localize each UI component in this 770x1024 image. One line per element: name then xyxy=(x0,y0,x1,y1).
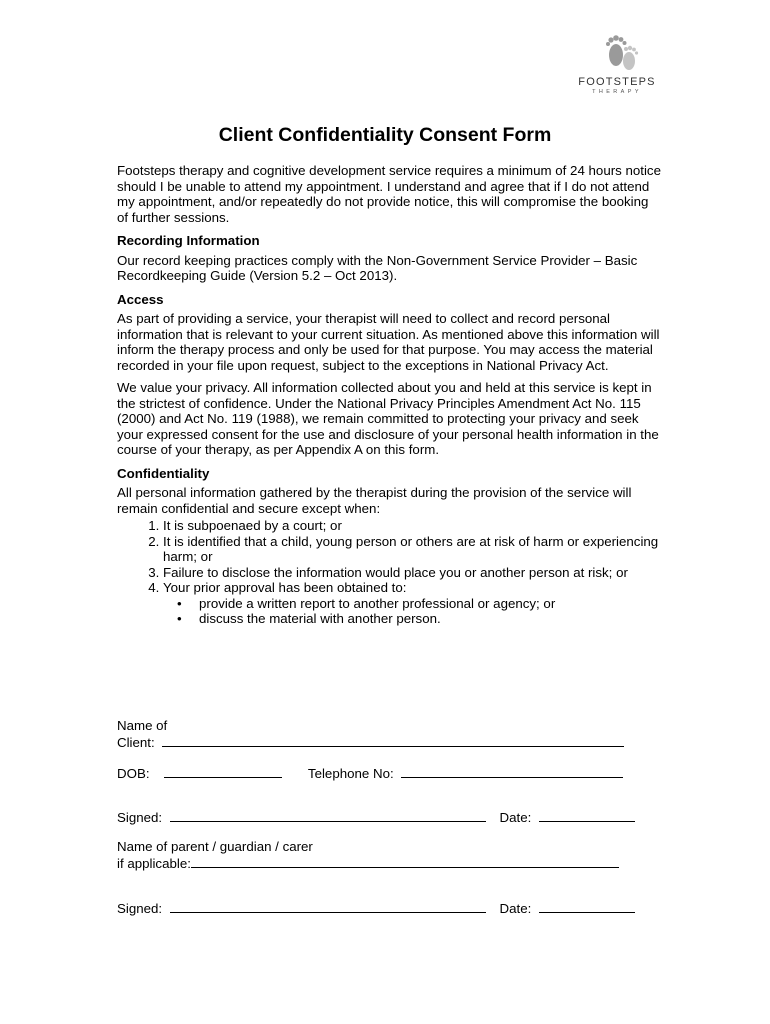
confidentiality-heading: Confidentiality xyxy=(117,465,210,481)
access-paragraph-2: We value your privacy. All information collected about you and held at this service is kept in the strictest of confidence. Under the National Privacy Principles Amendment Act No. 115 (2000) and Act No. 119 (1988), we remain committed to protecting your privacy and seek your expressed consent for the use and disclosure of your personal health information in the course of your therapy, as per Appendix A on this form. xyxy=(117,380,659,457)
date-label: Date: xyxy=(499,810,532,825)
list-item: 3. Failure to disclose the information would place you or another person at risk; or xyxy=(163,565,662,581)
confidentiality-intro: All personal information gathered by the therapist during the provision of the service will remain confidential and secure except when: xyxy=(117,485,632,516)
list-item: 2. It is identified that a child, young person or others are at risk of harm or experiencing harm; or xyxy=(163,534,662,565)
logo-subtitle: THERAPY xyxy=(592,89,642,95)
client-name-field[interactable] xyxy=(162,734,624,747)
date-field-2[interactable] xyxy=(539,900,635,913)
guardian-signature-field[interactable] xyxy=(170,900,486,913)
list-item-text: Your prior approval has been obtained to: xyxy=(163,580,407,595)
list-item: 1. It is subpoenaed by a court; or xyxy=(163,518,662,534)
client-name-label: Client: xyxy=(117,735,155,750)
list-item xyxy=(163,580,662,627)
guardian-label: if applicable: xyxy=(117,856,191,871)
date-label-2: Date: xyxy=(499,901,532,916)
dob-field[interactable] xyxy=(164,765,282,778)
recording-heading: Recording Information xyxy=(117,233,260,248)
access-heading: Access xyxy=(117,291,164,307)
recording-paragraph: Our record keeping practices comply with the Non-Government Service Provider – Basic Recordkeeping Guide (Version 5.2 – Oct 2013). xyxy=(117,252,638,283)
footprints-icon xyxy=(599,30,645,76)
dob-label: DOB: xyxy=(117,766,150,781)
date-field[interactable] xyxy=(539,809,635,822)
telephone-field[interactable] xyxy=(401,765,623,778)
signed-label-2: Signed: xyxy=(117,901,163,916)
form-body xyxy=(117,163,662,627)
access-paragraph-1: As part of providing a service, your therapist will need to collect and record personal information that is relevant to your current situation. As mentioned above this information will inform the therapy process and only be used for that purpose. You may access the material recorded in your file upon request, subject to the exceptions in National Privacy Act. xyxy=(117,311,660,373)
signed-label: Signed: xyxy=(117,810,163,825)
approval-sublist xyxy=(163,596,662,627)
guardian-name-field[interactable] xyxy=(191,855,619,868)
sublist-item: • discuss the material with another person. xyxy=(199,611,662,627)
client-name-label-line1: Name of xyxy=(117,718,168,733)
exceptions-list xyxy=(117,518,662,627)
logo-name: FOOTSTEPS xyxy=(578,76,656,88)
signature-field[interactable] xyxy=(170,809,486,822)
intro-paragraph: Footsteps therapy and cognitive development service requires a minimum of 24 hours notice should I be unable to attend my appointment. I understand and agree that if I do not attend my appointment, and/or repeatedly do not provide notice, this will compromise the booking of further sessions. xyxy=(117,163,661,225)
form-title: Client Confidentiality Consent Form xyxy=(218,124,552,146)
guardian-label-line1: Name of parent / guardian / carer xyxy=(117,839,313,854)
telephone-label: Telephone No: xyxy=(307,766,394,781)
sublist-item: • provide a written report to another professional or agency; or xyxy=(199,596,662,612)
